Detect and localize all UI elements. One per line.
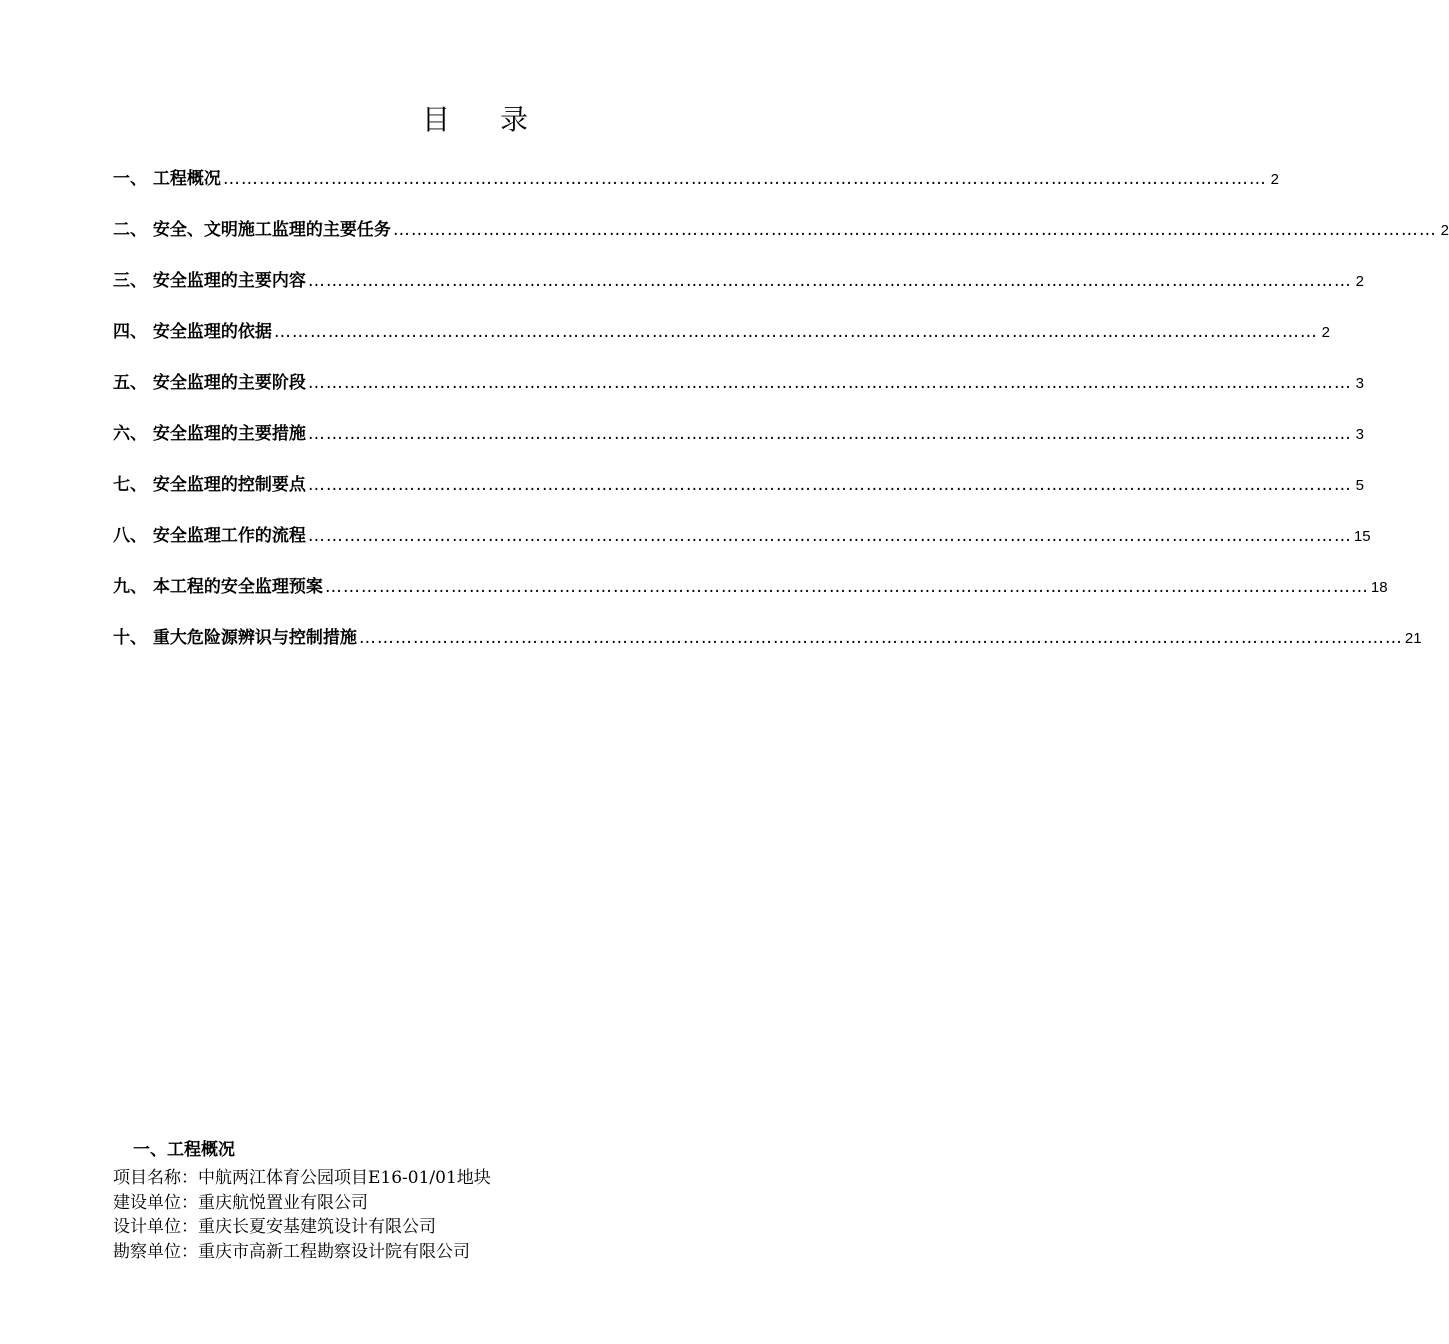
toc-leader: ………………………………………………………………………………………………………………………………………………………… [307, 526, 1352, 546]
toc-leader: ………………………………………………………………………………………………………………………………………………………… [307, 424, 1352, 444]
toc-page-number: 2 [1321, 324, 1330, 341]
toc-leader: ………………………………………………………………………………………………………………………………………………………… [273, 322, 1318, 342]
toc-leader: ………………………………………………………………………………………………………………………………………………………… [222, 169, 1267, 189]
toc-title: 目录 [421, 103, 578, 136]
toc-leader: ………………………………………………………………………………………………………………………………………………………… [307, 271, 1352, 291]
toc-entry-label: 六、 安全监理的主要措施 [113, 424, 306, 444]
toc-leader: ………………………………………………………………………………………………………………………………………………………… [307, 475, 1352, 495]
toc-entry[interactable] [113, 470, 1364, 521]
designer-line: 设计单位：重庆长夏安基建筑设计有限公司 [113, 1217, 436, 1237]
toc-entry-label: 九、 本工程的安全监理预案 [113, 577, 323, 597]
toc-leader: ………………………………………………………………………………………………………………………………………………………… [324, 577, 1369, 597]
toc-entry-label: 二、 安全、文明施工监理的主要任务 [113, 220, 391, 240]
toc-entry[interactable] [113, 164, 1279, 215]
toc-entry-label: 七、 安全监理的控制要点 [113, 475, 306, 495]
toc-page-number: 21 [1404, 630, 1422, 647]
toc-entry[interactable] [113, 368, 1364, 419]
toc-page-number: 15 [1353, 528, 1371, 545]
toc-entry-label: 五、 安全监理的主要阶段 [113, 373, 306, 393]
toc-entry-label: 四、 安全监理的依据 [113, 322, 272, 342]
toc-entry-label: 一、 工程概况 [113, 169, 221, 189]
toc-page-number: 3 [1355, 375, 1364, 392]
developer-line: 建设单位：重庆航悦置业有限公司 [113, 1192, 368, 1213]
toc-entry[interactable] [113, 266, 1364, 317]
toc-entry-label: 十、 重大危险源辨识与控制措施 [113, 628, 357, 648]
toc-page-number: 2 [1270, 171, 1279, 188]
toc-page-number: 18 [1370, 579, 1388, 596]
toc-page-number: 3 [1355, 426, 1364, 443]
toc-entry-label: 八、 安全监理工作的流程 [113, 526, 306, 546]
toc-list [113, 164, 1449, 674]
toc-entry[interactable] [113, 572, 1388, 623]
section-heading: 一、工程概况 [133, 1140, 235, 1160]
toc-entry[interactable] [113, 215, 1449, 266]
surveyor-line: 勘察单位：重庆市高新工程勘察设计院有限公司 [113, 1241, 470, 1262]
toc-entry[interactable] [113, 419, 1364, 470]
project-overview-section [113, 1138, 813, 1264]
toc-page-number: 2 [1440, 222, 1449, 239]
toc-leader: ………………………………………………………………………………………………………………………………………………………… [392, 220, 1437, 240]
toc-entry[interactable] [113, 521, 1371, 572]
toc-leader: ………………………………………………………………………………………………………………………………………………………… [358, 628, 1403, 648]
project-name-line: 项目名称：中航两江体育公园项目E16-01/01地块 [113, 1168, 491, 1188]
toc-page-number: 2 [1355, 273, 1364, 290]
toc-entry[interactable] [113, 317, 1330, 368]
toc-entry-label: 三、 安全监理的主要内容 [113, 271, 306, 291]
toc-leader: ………………………………………………………………………………………………………………………………………………………… [307, 373, 1352, 393]
toc-entry[interactable] [113, 623, 1422, 674]
toc-page-number: 5 [1355, 477, 1364, 494]
